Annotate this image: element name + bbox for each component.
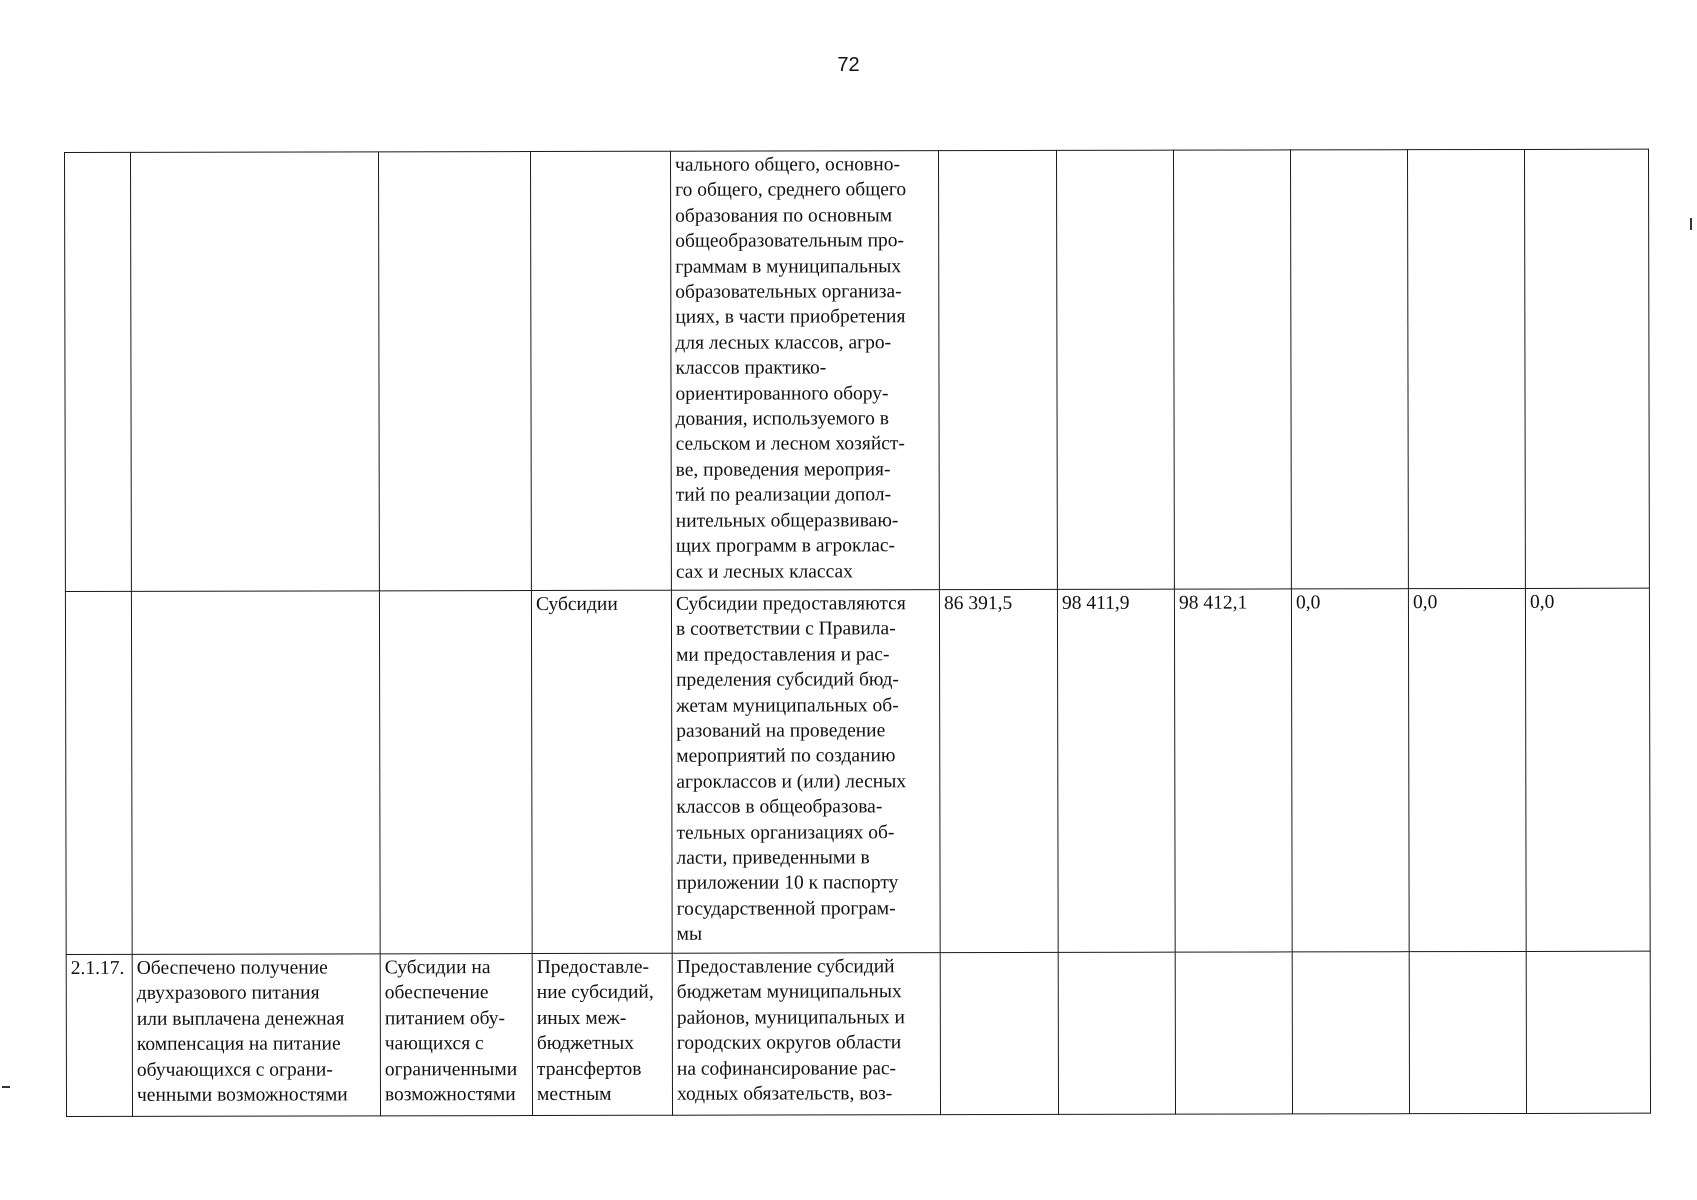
cell-value <box>1407 149 1525 588</box>
table-row <box>65 149 1650 591</box>
cell-measure: Субсидии на обеспечение питанием обу- чающихся с ограниченными возможностями <box>380 954 532 1116</box>
cell-result <box>131 152 380 592</box>
cell-type <box>531 151 672 590</box>
cell-value <box>1175 952 1292 1114</box>
cell-result <box>131 591 380 955</box>
cell-value: 0,0 <box>1408 588 1526 951</box>
cell-value <box>1409 951 1526 1113</box>
cell-value <box>1292 952 1409 1114</box>
cell-value <box>1056 150 1174 589</box>
table-row <box>65 588 1650 954</box>
cell-value <box>940 952 1058 1114</box>
cell-description: чального общего, основно- го общего, среднего общего образования по основным общеобразовательным про- граммам в муниципальных образовательных организа- циях, в части приобретения для лесных классов, агро- классов практико- ориентированного обору- дования, используемого в сельском и лесном хозяйст- ве, проведения мероприя- тий по реализации допол- нительных общеразвиваю- щих программ в агроклас- сах и лесных классах <box>670 151 939 591</box>
cell-number <box>65 591 132 954</box>
cell-value: 86 391,5 <box>939 589 1058 952</box>
cell-type: Предоставле- ние субсидий, иных меж- бюджетных трансфертов местным <box>532 953 672 1115</box>
cell-value <box>1290 150 1408 589</box>
cell-value <box>938 150 1057 589</box>
cell-number <box>65 152 132 591</box>
cell-description: Предоставление субсидий бюджетам муниципальных районов, муниципальных и городских округов области на софинансирование рас- ходных обязательств, воз- <box>672 953 940 1116</box>
cell-measure <box>379 591 532 954</box>
cell-description: Субсидии предоставляются в соответствии с Правила- ми предоставления и рас- пределения субсидий бюд- жетам муниципальных об- разований на проведение мероприятий по созданию агроклассов и (или) лесных классов в общеобразова- тельных организациях об- ласти, приведенными в приложении 10 к паспорту государственной програм- мы <box>671 590 940 954</box>
cell-value <box>1524 149 1649 588</box>
cell-result: Обеспечено получение двухразового питания или выплачена денежная компенсация на питание обучающихся с ограни- ченными возможностями <box>132 954 380 1117</box>
cell-type: Субсидии <box>531 590 672 953</box>
cell-value: 98 412,1 <box>1174 589 1292 952</box>
cell-value: 0,0 <box>1525 588 1650 951</box>
cell-value <box>1058 952 1175 1114</box>
scan-mark <box>2 1086 10 1088</box>
program-table <box>64 149 1651 1117</box>
page-number: 72 <box>837 54 860 76</box>
cell-value: 98 411,9 <box>1057 589 1175 952</box>
cell-measure <box>379 152 532 591</box>
scan-mark <box>1690 218 1692 230</box>
cell-number: 2.1.17. <box>66 954 132 1116</box>
cell-value: 0,0 <box>1291 589 1409 952</box>
cell-value <box>1526 951 1650 1113</box>
cell-value <box>1173 150 1291 589</box>
table-row <box>66 951 1650 1116</box>
